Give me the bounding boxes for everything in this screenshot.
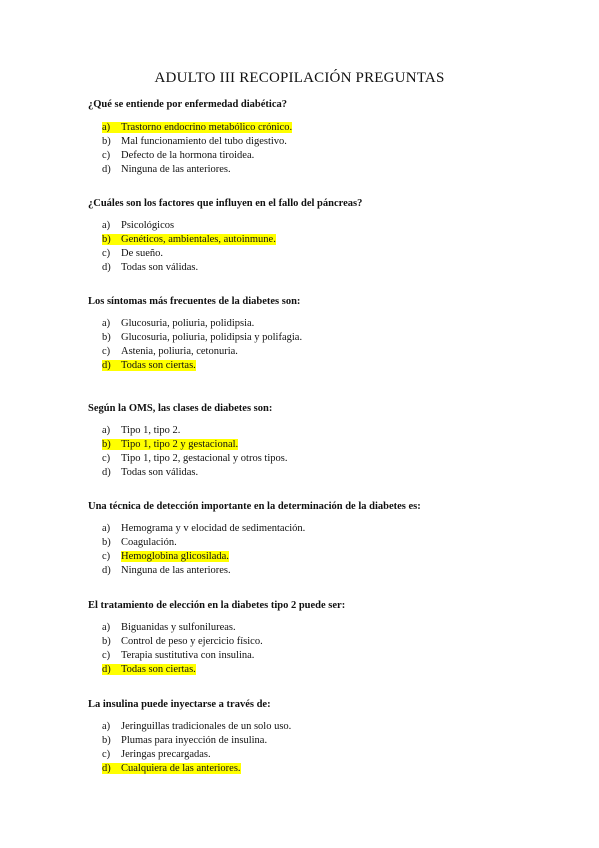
option-d: d) Todas son válidas.: [102, 262, 199, 273]
option-b: b) Plumas para inyección de insulina.: [102, 735, 268, 746]
option-c: c) Astenia, poliuria, cetonuria.: [102, 346, 238, 357]
question-4: Según la OMS, las clases de diabetes son:: [88, 403, 273, 414]
option-b: b) Glucosuria, poliuria, polidipsia y polifagia.: [102, 332, 303, 343]
question-7-options: [102, 720, 291, 776]
question-2: ¿Cuáles son los factores que influyen en el fallo del páncreas?: [88, 198, 363, 209]
question-1-options: [102, 121, 292, 177]
option-b: b) Control de peso y ejercicio físico.: [102, 636, 263, 647]
option-b: b) Genéticos, ambientales, autoinmune.: [102, 234, 276, 245]
question-4-options: [102, 424, 287, 480]
question-5-options: [102, 522, 305, 578]
option-c: c) Jeringas precargadas.: [102, 749, 211, 760]
option-b: b) Tipo 1, tipo 2 y gestacional.: [102, 439, 239, 450]
question-3: Los síntomas más frecuentes de la diabetes son:: [88, 296, 301, 307]
option-a: a) Glucosuria, poliuria, polidipsia.: [102, 318, 255, 329]
question-5: Una técnica de detección importante en la determinación de la diabetes es:: [88, 501, 421, 512]
question-1: ¿Qué se entiende por enfermedad diabética?: [88, 99, 287, 110]
option-b: b) Mal funcionamiento del tubo digestivo.: [102, 136, 287, 147]
option-c: c) Tipo 1, tipo 2, gestacional y otros tipos.: [102, 453, 288, 464]
option-c: c) Hemoglobina glicosilada.: [102, 551, 229, 562]
question-3-options: [102, 317, 302, 373]
question-6-options: [102, 621, 263, 677]
question-7: La insulina puede inyectarse a través de:: [88, 699, 271, 710]
question-6: El tratamiento de elección en la diabetes tipo 2 puede ser:: [88, 600, 346, 611]
option-d: d) Ninguna de las anteriores.: [102, 565, 231, 576]
option-a: a) Biguanidas y sulfonilureas.: [102, 622, 236, 633]
question-2-options: [102, 219, 276, 275]
option-c: c) Defecto de la hormona tiroidea.: [102, 150, 255, 161]
option-a: a) Hemograma y v elocidad de sedimentación.: [102, 523, 306, 534]
option-d: d) Todas son ciertas.: [102, 360, 196, 371]
option-a: a) Psicológicos: [102, 220, 175, 231]
option-d: d) Todas son válidas.: [102, 467, 199, 478]
option-a: a) Trastorno endocrino metabólico crónico.: [102, 122, 293, 133]
option-c: c) Terapia sustitutiva con insulina.: [102, 650, 255, 661]
option-b: b) Coagulación.: [102, 537, 177, 548]
option-a: a) Jeringuillas tradicionales de un solo uso.: [102, 721, 292, 732]
page-title: ADULTO III RECOPILACIÓN PREGUNTAS: [154, 70, 445, 86]
option-d: d) Cualquiera de las anteriores.: [102, 763, 241, 774]
option-a: a) Tipo 1, tipo 2.: [102, 425, 181, 436]
option-d: d) Todas son ciertas.: [102, 664, 196, 675]
option-d: d) Ninguna de las anteriores.: [102, 164, 231, 175]
option-c: c) De sueño.: [102, 248, 163, 259]
